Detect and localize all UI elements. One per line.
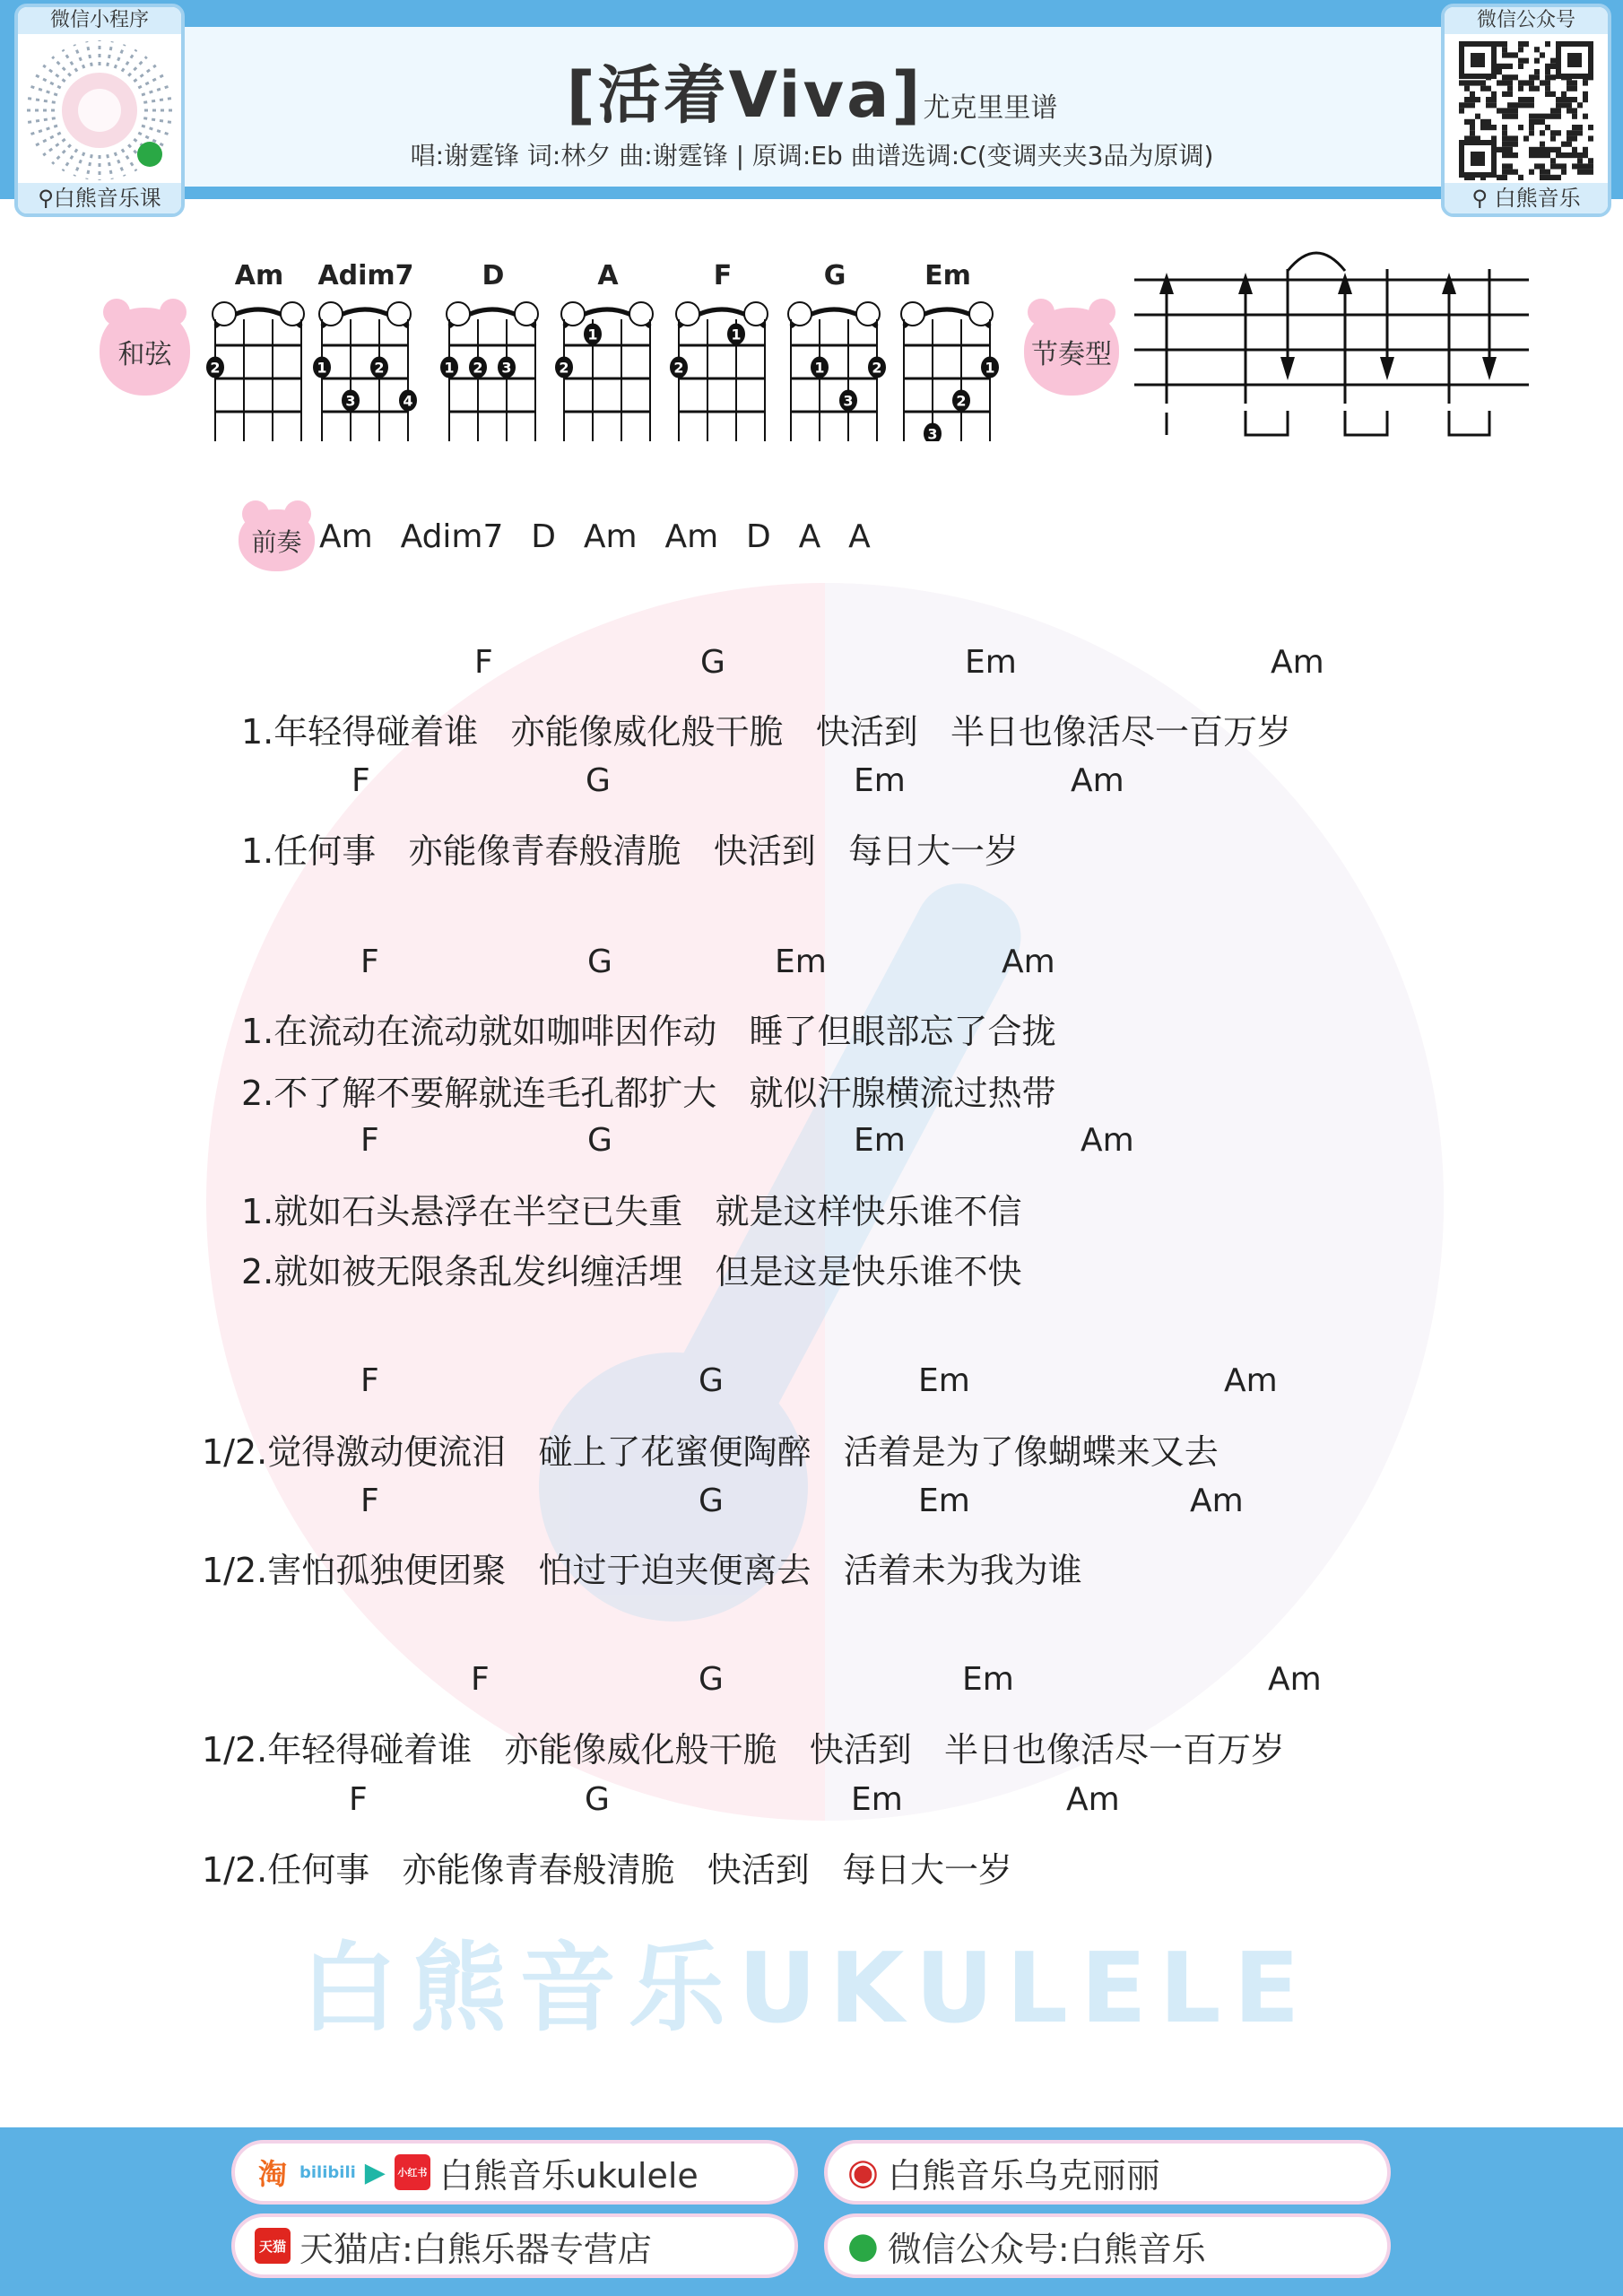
mini-program-qr-card[interactable] [14, 4, 185, 217]
chord-symbol: Am [1271, 644, 1324, 681]
chord-name: Adim7 [317, 260, 414, 291]
chord-symbol: Am [1190, 1483, 1244, 1519]
tie-arc [1288, 253, 1345, 271]
chord-diagram-am [206, 289, 314, 441]
chord-diagram-f [670, 289, 777, 441]
chord-symbol: Am [1224, 1362, 1278, 1399]
finger-number: 3 [927, 425, 938, 441]
chord-symbol: F [360, 1362, 379, 1399]
chord-symbol: G [587, 944, 612, 980]
finger-number: 3 [345, 392, 356, 410]
down-arrow-icon [1482, 357, 1497, 380]
finger-number: 3 [843, 392, 854, 410]
song-title: [活着Viva]尤克里里谱 [566, 58, 1058, 132]
finger-number: 2 [956, 392, 967, 410]
chord-symbol: F [349, 1781, 368, 1818]
lyric-line: 1.任何事 亦能像青春般清脆 快活到 每日大一岁 [241, 831, 1019, 871]
title-suffix: 尤克里里谱 [923, 92, 1058, 124]
video-play-icon: ▶ [364, 2156, 386, 2188]
chord-symbol: G [587, 1122, 612, 1159]
chord-symbol: F [360, 1483, 379, 1519]
chord-diagram-em [895, 289, 1002, 441]
bilibili-icon: bilibili [299, 2162, 356, 2182]
chords-badge: 和弦 [100, 308, 190, 396]
chord-diagram-adim7 [313, 289, 421, 441]
mini-program-qr-icon [18, 34, 181, 187]
song-credits: 唱:谢霆锋 词:林夕 曲:谢霆锋 | 原调:Eb 曲谱选调:C(变调夹夹3品为原调) [410, 141, 1214, 170]
chord-symbol: Em [854, 1122, 906, 1159]
beat-bracket [1245, 411, 1288, 435]
rhythm-pattern [1125, 251, 1538, 448]
finger-number: 2 [872, 359, 882, 377]
chord-symbol: G [699, 1661, 724, 1698]
up-arrow-icon [1238, 273, 1253, 294]
social-name: 白熊音乐ukulele [438, 2155, 699, 2196]
up-arrow-icon [1338, 273, 1352, 294]
social-accounts-link[interactable] [231, 2140, 798, 2205]
wechat-icon: ● [847, 2225, 879, 2266]
lyric-line: 1.年轻得碰着谁 亦能像威化般干脆 快活到 半日也像活尽一百万岁 [241, 712, 1291, 752]
tmall-icon: 天猫 [255, 2228, 291, 2264]
chord-symbol: F [471, 1661, 490, 1698]
finger-number: 2 [559, 359, 569, 377]
chord-symbol: Em [962, 1661, 1014, 1698]
chord-diagram-g [782, 289, 890, 441]
finger-number: 1 [731, 326, 742, 344]
chord-symbol: Am [1002, 944, 1055, 980]
chord-symbol: Em [918, 1362, 970, 1399]
tmall-link[interactable] [231, 2213, 798, 2278]
up-arrow-icon [1159, 273, 1174, 294]
chord-name: A [597, 260, 619, 291]
weibo-name: 白熊音乐乌克丽丽 [887, 2155, 1160, 2196]
chord-symbol: F [360, 944, 379, 980]
chord-symbol: Em [854, 762, 906, 799]
chord-symbol: G [700, 644, 725, 681]
lyric-line: 1.就如石头悬浮在半空已失重 就是这样快乐谁不信 [241, 1192, 1022, 1231]
chord-symbol: F [360, 1122, 379, 1159]
chord-diagram-a [555, 289, 663, 441]
finger-number: 1 [317, 359, 327, 377]
weibo-link[interactable] [824, 2140, 1391, 2205]
lyric-line: 1.在流动在流动就如咖啡因作动 睡了但眼部忘了合拢 [241, 1012, 1056, 1051]
chord-name: Em [924, 260, 971, 291]
chord-symbol: Am [1066, 1781, 1120, 1818]
taobao-icon: 淘 [257, 2157, 287, 2191]
finger-number: 1 [814, 359, 825, 377]
tmall-name: 天猫店:白熊乐器专营店 [299, 2229, 652, 2269]
intro-chords: Am Adim7 D Am Am D A A [319, 518, 871, 555]
chord-symbol: G [585, 1781, 610, 1818]
chord-name: Am [234, 260, 284, 291]
beat-bracket [1449, 411, 1489, 435]
chord-symbol: F [474, 644, 493, 681]
wechat-name: 微信公众号:白熊音乐 [887, 2229, 1206, 2269]
chord-symbol: Em [965, 644, 1017, 681]
chord-symbol: Am [1071, 762, 1124, 799]
lyric-line: 1/2.觉得激动便流泪 碰上了花蜜便陶醉 活着是为了像蝴蝶来又去 [202, 1432, 1219, 1472]
official-account-qr-card[interactable] [1441, 4, 1611, 217]
mini-program-search: ⚲白熊音乐课 [18, 183, 181, 213]
xiaohongshu-icon: 小红书 [395, 2154, 430, 2190]
chord-symbol: Em [851, 1781, 903, 1818]
finger-number: 4 [403, 392, 413, 410]
finger-number: 1 [444, 359, 455, 377]
finger-number: 2 [210, 359, 221, 377]
mini-program-label: 微信小程序 [18, 7, 181, 34]
watermark: 白熊音乐UKULELE [300, 1933, 1313, 2045]
finger-number: 1 [985, 359, 995, 377]
chord-symbol: F [352, 762, 370, 799]
up-arrow-icon [1442, 273, 1456, 294]
chord-name: G [823, 260, 846, 291]
chord-symbol: Am [1268, 1661, 1322, 1698]
lyric-line: 1/2.年轻得碰着谁 亦能像威化般干脆 快活到 半日也像活尽一百万岁 [202, 1730, 1285, 1770]
lyric-line: 1/2.任何事 亦能像青春般清脆 快活到 每日大一岁 [202, 1850, 1012, 1890]
chord-symbol: Am [1081, 1122, 1134, 1159]
finger-number: 1 [587, 326, 598, 344]
chord-symbol: Em [775, 944, 827, 980]
wechat-link[interactable] [824, 2213, 1391, 2278]
weibo-icon: ◉ [847, 2152, 879, 2193]
chord-symbol: Em [918, 1483, 970, 1519]
official-account-label: 微信公众号 [1445, 7, 1608, 34]
finger-number: 2 [473, 359, 483, 377]
lyric-line: 2.就如被无限条乱发纠缠活埋 但是这是快乐谁不快 [241, 1252, 1022, 1292]
finger-number: 3 [501, 359, 512, 377]
chord-name: F [713, 260, 733, 291]
chord-name: D [482, 260, 505, 291]
rhythm-badge: 节奏型 [1024, 308, 1119, 396]
down-arrow-icon [1280, 357, 1295, 380]
official-account-search: ⚲ 白熊音乐 [1445, 183, 1608, 213]
chord-symbol: G [699, 1483, 724, 1519]
finger-number: 2 [673, 359, 684, 377]
finger-number: 2 [374, 359, 385, 377]
lyric-line: 2.不了解不要解就连毛孔都扩大 就似汗腺横流过热带 [241, 1074, 1056, 1113]
down-arrow-icon [1380, 357, 1394, 380]
chord-diagram-d [440, 289, 548, 441]
lyric-line: 1/2.害怕孤独便团聚 怕过于迫夹便离去 活着未为我为谁 [202, 1551, 1082, 1590]
intro-badge: 前奏 [239, 509, 315, 571]
chord-symbol: G [586, 762, 611, 799]
official-account-qr-icon [1445, 34, 1608, 187]
chord-symbol: G [699, 1362, 724, 1399]
beat-bracket [1345, 411, 1387, 435]
